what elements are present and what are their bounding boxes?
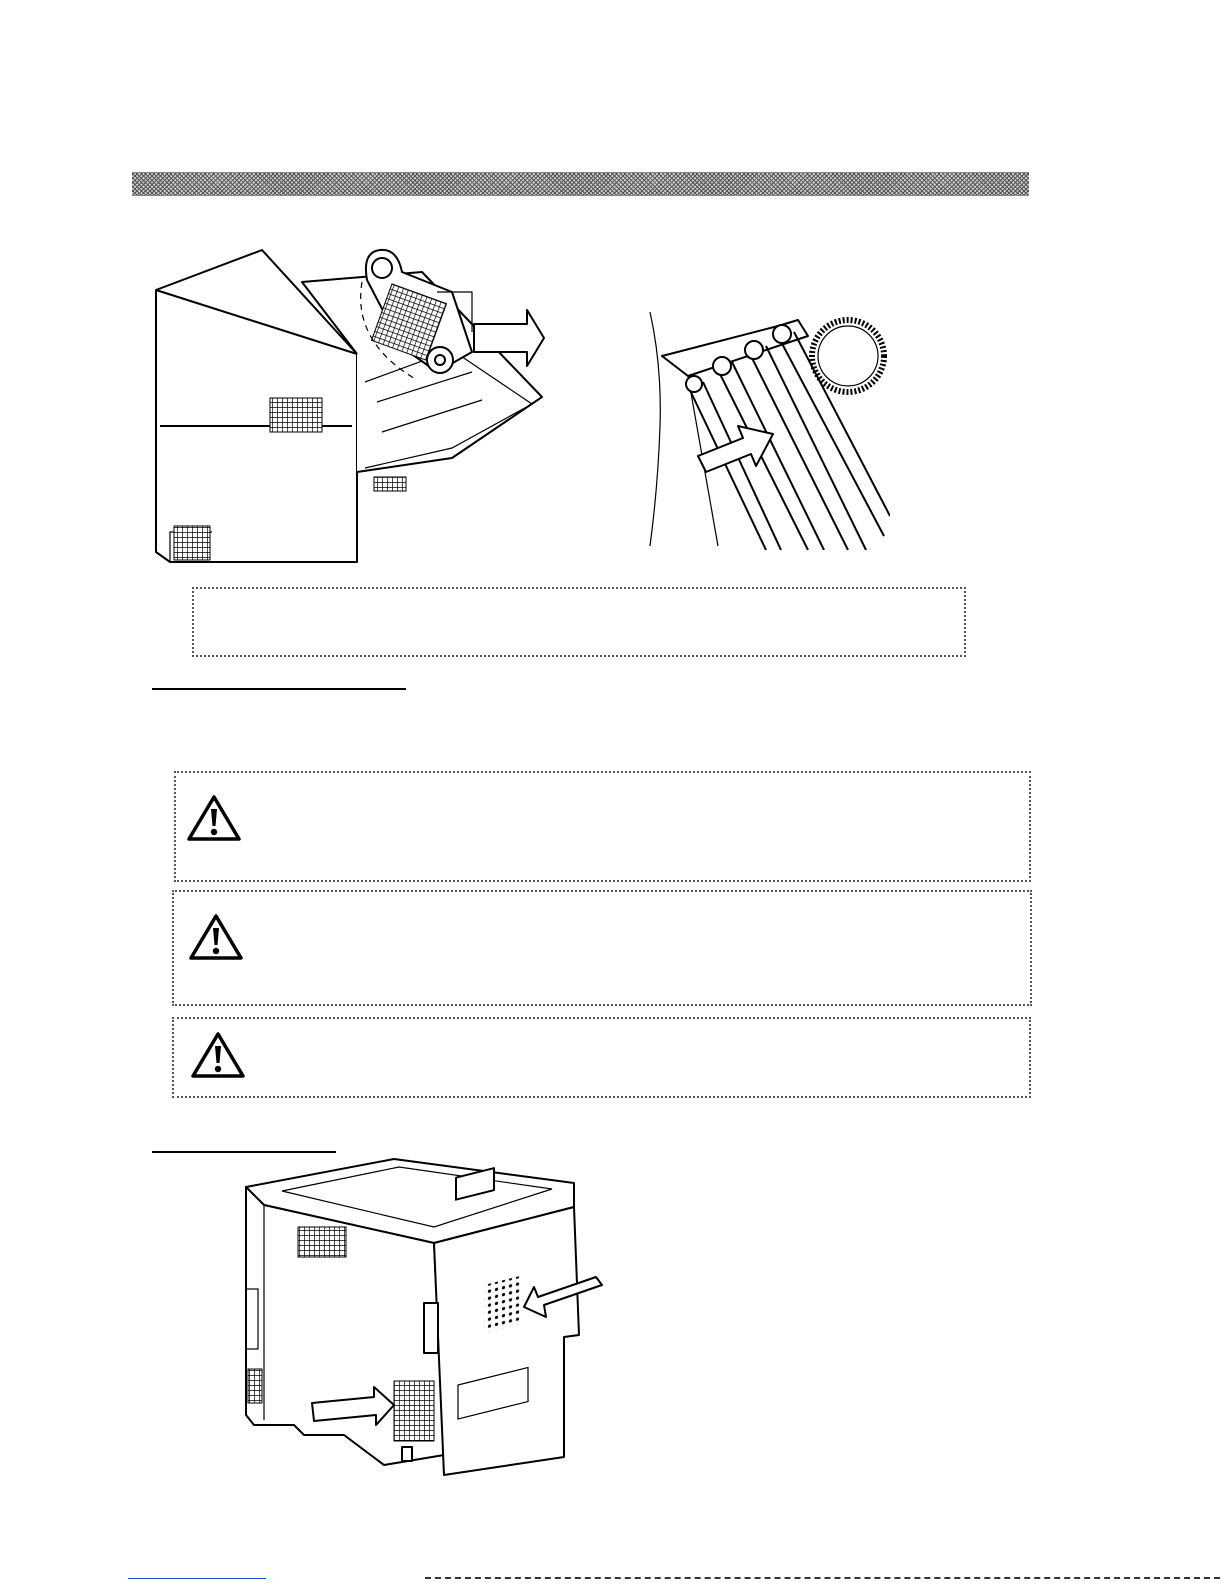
printer-open-illustration [152,232,552,564]
footer-rule [425,1577,1220,1579]
caution-box-2 [172,890,1032,1006]
section-1-heading [152,660,406,690]
roller-closeup-illustration [648,306,890,550]
section-1-heading-underline [152,688,406,690]
warning-triangle-icon [188,912,244,962]
warning-triangle-icon [190,1030,246,1080]
caution-box-3 [172,1017,1031,1098]
note-box [192,587,966,657]
caution-box-1 [174,771,1031,882]
section-header-band [132,172,1029,196]
printer-rear-illustration [234,1135,610,1487]
footer-link-underline [128,1578,266,1579]
warning-triangle-icon [186,793,242,843]
